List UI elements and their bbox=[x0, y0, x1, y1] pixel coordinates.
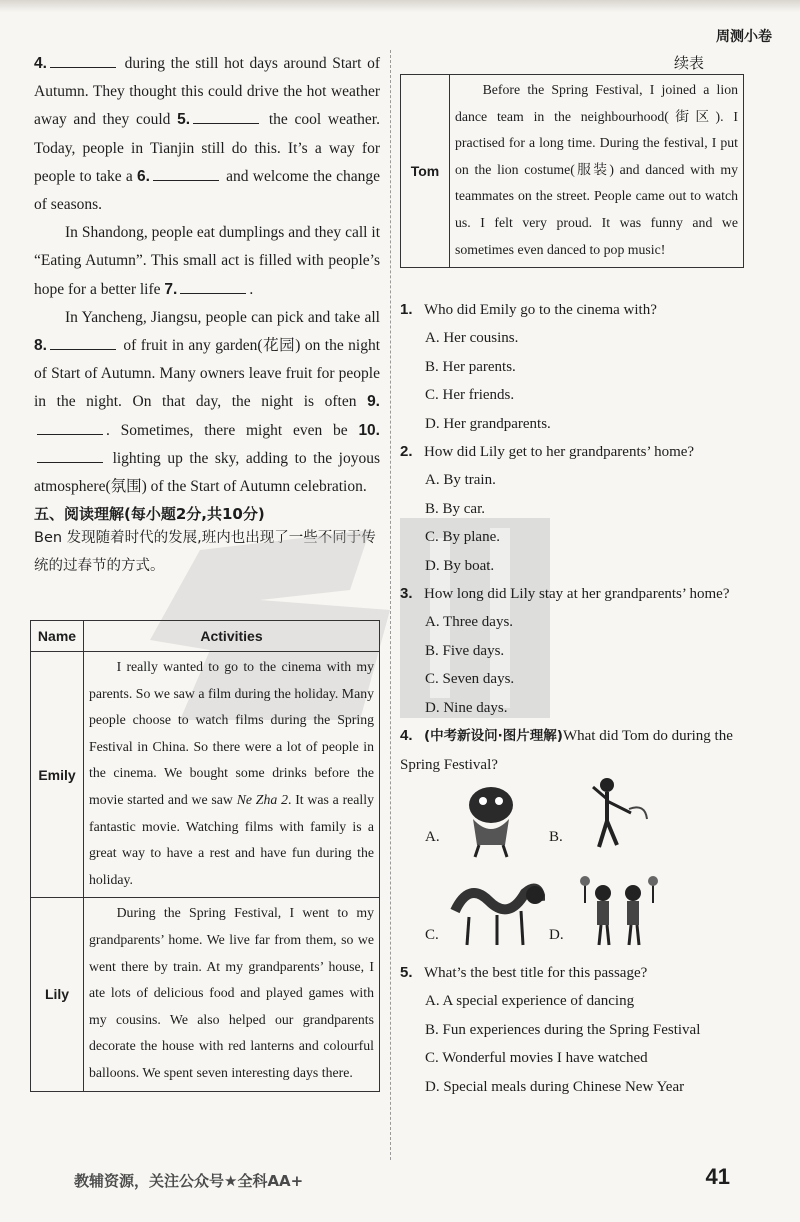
table-row bbox=[401, 75, 744, 268]
answer-option[interactable]: B. By car. bbox=[425, 500, 485, 517]
answer-blank[interactable] bbox=[37, 420, 103, 435]
answer-blank[interactable] bbox=[50, 335, 116, 350]
section-intro: Ben 发现随着时代的发展,班内也出现了一些不同于传统的过春节的方式。 bbox=[34, 530, 376, 575]
passage-column bbox=[34, 50, 380, 580]
answer-option[interactable]: C. Wonderful movies I have watched bbox=[425, 1050, 648, 1067]
answer-option[interactable]: B. Five days. bbox=[425, 642, 505, 659]
answer-option[interactable]: D. Nine days. bbox=[425, 699, 508, 716]
name-cell: Lily bbox=[31, 898, 84, 1091]
activity-cell: Before the Spring Festival, I joined a lion dance team in the neighbourhood(街区). I practised for a long time. During the festival, I put on the lion costume(服装) and danced with my teammates on the street. People came out to watch us. I felt very proud. It was funny and we sometimes even danced to pop music! bbox=[450, 75, 744, 268]
table-row bbox=[31, 898, 380, 1091]
answer-option[interactable]: B. Her parents. bbox=[425, 358, 516, 375]
answer-option[interactable]: C. Her friends. bbox=[425, 387, 515, 404]
header-tag: 周测小卷 bbox=[716, 29, 772, 45]
answer-option[interactable]: A. Three days. bbox=[425, 614, 514, 631]
answer-option[interactable]: D. Her grandparents. bbox=[425, 415, 551, 432]
activities-table bbox=[30, 620, 380, 1092]
answer-option[interactable]: A. Her cousins. bbox=[425, 330, 519, 347]
picture-option-label[interactable]: D. bbox=[549, 926, 564, 943]
picture-option-label[interactable]: C. bbox=[425, 926, 439, 943]
answer-blank[interactable] bbox=[153, 166, 219, 181]
page-number: 41 bbox=[705, 1164, 730, 1189]
table-continued-label: 续表 bbox=[673, 54, 704, 72]
answer-blank[interactable] bbox=[180, 279, 246, 294]
name-cell: Emily bbox=[31, 652, 84, 898]
activity-cell: During the Spring Festival, I went to my grandparents’ home. We live far from them, so we went there by train. At my grandparents’ house, I ate lots of delicious food and played games with my cousins. We also helped our grandparents decorate the house with red lanterns and colourful balloons. We spent seven interesting days there. bbox=[84, 898, 380, 1091]
picture-options bbox=[425, 779, 760, 959]
answer-option[interactable]: C. By plane. bbox=[425, 529, 500, 546]
questions-column bbox=[400, 296, 760, 1101]
answer-blank[interactable] bbox=[193, 109, 259, 124]
children-lanterns-icon[interactable] bbox=[575, 873, 665, 949]
answer-option[interactable]: D. By boat. bbox=[425, 557, 495, 574]
name-cell: Tom bbox=[401, 75, 450, 268]
answer-option[interactable]: B. Fun experiences during the Spring Festival bbox=[425, 1021, 701, 1038]
column-header: Activities bbox=[84, 621, 380, 652]
section-title: 五、阅读理解(每小题2分,共10分) bbox=[34, 505, 265, 524]
passage-paragraph-1: 4. during the still hot days around Start of Autumn. They thought this could drive the hot weather away and they could 5. the cool weather. Today, people in Tianjin still do this. It’s a way for people to take a 6. and welcome the change of seasons. bbox=[34, 55, 381, 214]
question: 2. How did Lily get to her grandparents’ home? bbox=[400, 443, 695, 461]
scan-edge bbox=[0, 0, 800, 12]
picture-option-label[interactable]: A. bbox=[425, 828, 440, 845]
question: 4. (中考新设问·图片理解)What did Tom do during the Spring Festival? bbox=[400, 727, 733, 773]
table-row bbox=[31, 652, 380, 898]
answer-option[interactable]: C. Seven days. bbox=[425, 671, 515, 688]
answer-blank[interactable] bbox=[50, 53, 116, 68]
table-header-row bbox=[31, 621, 380, 652]
answer-option[interactable]: A. A special experience of dancing bbox=[425, 993, 635, 1010]
answer-option[interactable]: D. Special meals during Chinese New Year bbox=[425, 1078, 685, 1095]
question: 3. How long did Lily stay at her grandparents’ home? bbox=[400, 585, 730, 603]
picture-option-label[interactable]: B. bbox=[549, 828, 563, 845]
dancing-person-icon[interactable] bbox=[585, 773, 655, 853]
passage-paragraph-2: In Shandong, people eat dumplings and they call it “Eating Autumn”. This small act is filled with people’s hope for a better life 7. . bbox=[34, 224, 380, 298]
activities-table-continued bbox=[400, 74, 744, 268]
question: 1. Who did Emily go to the cinema with? bbox=[400, 301, 657, 318]
answer-blank[interactable] bbox=[37, 448, 103, 463]
answer-option[interactable]: A. By train. bbox=[425, 472, 496, 489]
footer-text: 教辅资源，关注公众号★全科AA+ bbox=[74, 1172, 304, 1190]
question: 5. What’s the best title for this passage? bbox=[400, 963, 648, 981]
passage-paragraph-3: In Yancheng, Jiangsu, people can pick and take all 8. of fruit in any garden(花园) on the night of Start of Autumn. Many owners leave fruit for people in the night. On that day, the night is often 9.. Sometimes, there might even be 10. lighting up the sky, adding to the joyous atmosphere(氛围) of the Start of Autumn celebration. bbox=[34, 308, 381, 496]
column-header: Name bbox=[31, 621, 84, 652]
activity-cell: I really wanted to go to the cinema with my parents. So we saw a film during the holiday. Many people choose to watch films during the Spring Festival in China. So there were a lot of people in the cinema. We bought some drinks before the movie started and we saw Ne Zha 2. It was a really fantastic movie. Watching films with family is a great way to have a rest and have fun during the holiday. bbox=[84, 652, 380, 898]
lion-dance-icon[interactable] bbox=[455, 779, 527, 859]
dragon-dance-icon[interactable] bbox=[449, 871, 545, 951]
